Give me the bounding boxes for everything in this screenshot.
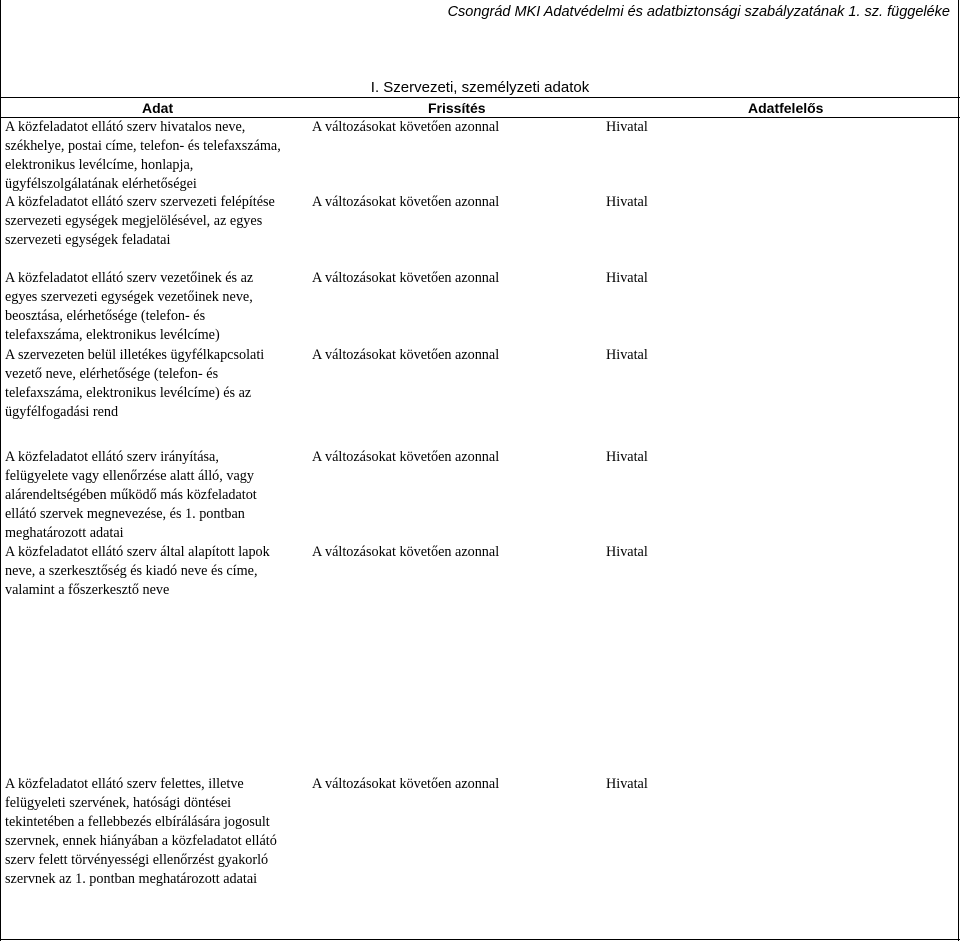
column-header-adatfelelos: Adatfelelős	[748, 100, 824, 116]
cell-adatfelelos: Hivatal	[606, 544, 648, 560]
table-border-left	[0, 0, 1, 941]
table-border-bottom	[0, 939, 960, 940]
cell-adat: A közfeladatot ellátó szerv szervezeti felépítése szervezeti egységek megjelölésével, az egyes szervezeti egységek feladatai	[5, 194, 275, 248]
running-header: Csongrád MKI Adatvédelmi és adatbiztonsági szabályzatának 1. sz. függeléke	[447, 4, 950, 20]
section-title: I. Szervezeti, személyzeti adatok	[370, 79, 590, 96]
cell-adatfelelos: Hivatal	[606, 347, 648, 363]
table-border-right	[958, 0, 959, 941]
column-header-frissites: Frissítés	[428, 100, 486, 116]
cell-adat: A közfeladatot ellátó szerv felettes, illetve felügyeleti szervének, hatósági döntései tekintetében a fellebbezés elbírálására jogosult szervnek, ennek hiányában a közfeladatot ellátó szerv felett törvényességi ellenőrzést gyakorló szervnek az 1. pontban meghatározott adatai	[5, 776, 277, 887]
cell-adat: A közfeladatot ellátó szerv vezetőinek és az egyes szervezeti egységek vezetőinek neve, beosztása, elérhetősége (telefon- és telefaxszáma, elektronikus levélcíme)	[5, 270, 254, 343]
table-header	[0, 100, 960, 118]
cell-adat: A közfeladatot ellátó szerv irányítása, felügyelete vagy ellenőrzése alatt álló, vagy alárendeltségében működő más közfeladatot ellátó szervek megnevezése, és 1. pontban meghatározott adatai	[5, 449, 257, 541]
cell-adatfelelos: Hivatal	[606, 449, 648, 465]
cell-adat: A közfeladatot ellátó szerv által alapított lapok neve, a szerkesztőség és kiadó neve és címe, valamint a főszerkesztő neve	[5, 544, 270, 598]
column-header-adat: Adat	[142, 100, 174, 116]
cell-frissites: A változásokat követően azonnal	[312, 194, 500, 210]
cell-adatfelelos: Hivatal	[606, 119, 648, 135]
cell-frissites: A változásokat követően azonnal	[312, 119, 500, 135]
cell-frissites: A változásokat követően azonnal	[312, 544, 500, 560]
cell-frissites: A változásokat követően azonnal	[312, 776, 500, 792]
cell-frissites: A változásokat követően azonnal	[312, 449, 500, 465]
cell-frissites: A változásokat követően azonnal	[312, 347, 500, 363]
cell-adatfelelos: Hivatal	[606, 270, 648, 286]
cell-adat: A szervezeten belül illetékes ügyfélkapcsolati vezető neve, elérhetősége (telefon- és telefaxszáma, elektronikus levélcíme) és az ügyfélfogadási rend	[5, 347, 265, 420]
table-border-top	[0, 97, 960, 98]
cell-adatfelelos: Hivatal	[606, 776, 648, 792]
cell-adat: A közfeladatot ellátó szerv hivatalos neve, székhelye, postai címe, telefon- és telefaxszáma, elektronikus levélcíme, honlapja, ügyfélszolgálatának elérhetőségei	[5, 119, 281, 192]
cell-frissites: A változásokat követően azonnal	[312, 270, 500, 286]
cell-adatfelelos: Hivatal	[606, 194, 648, 210]
